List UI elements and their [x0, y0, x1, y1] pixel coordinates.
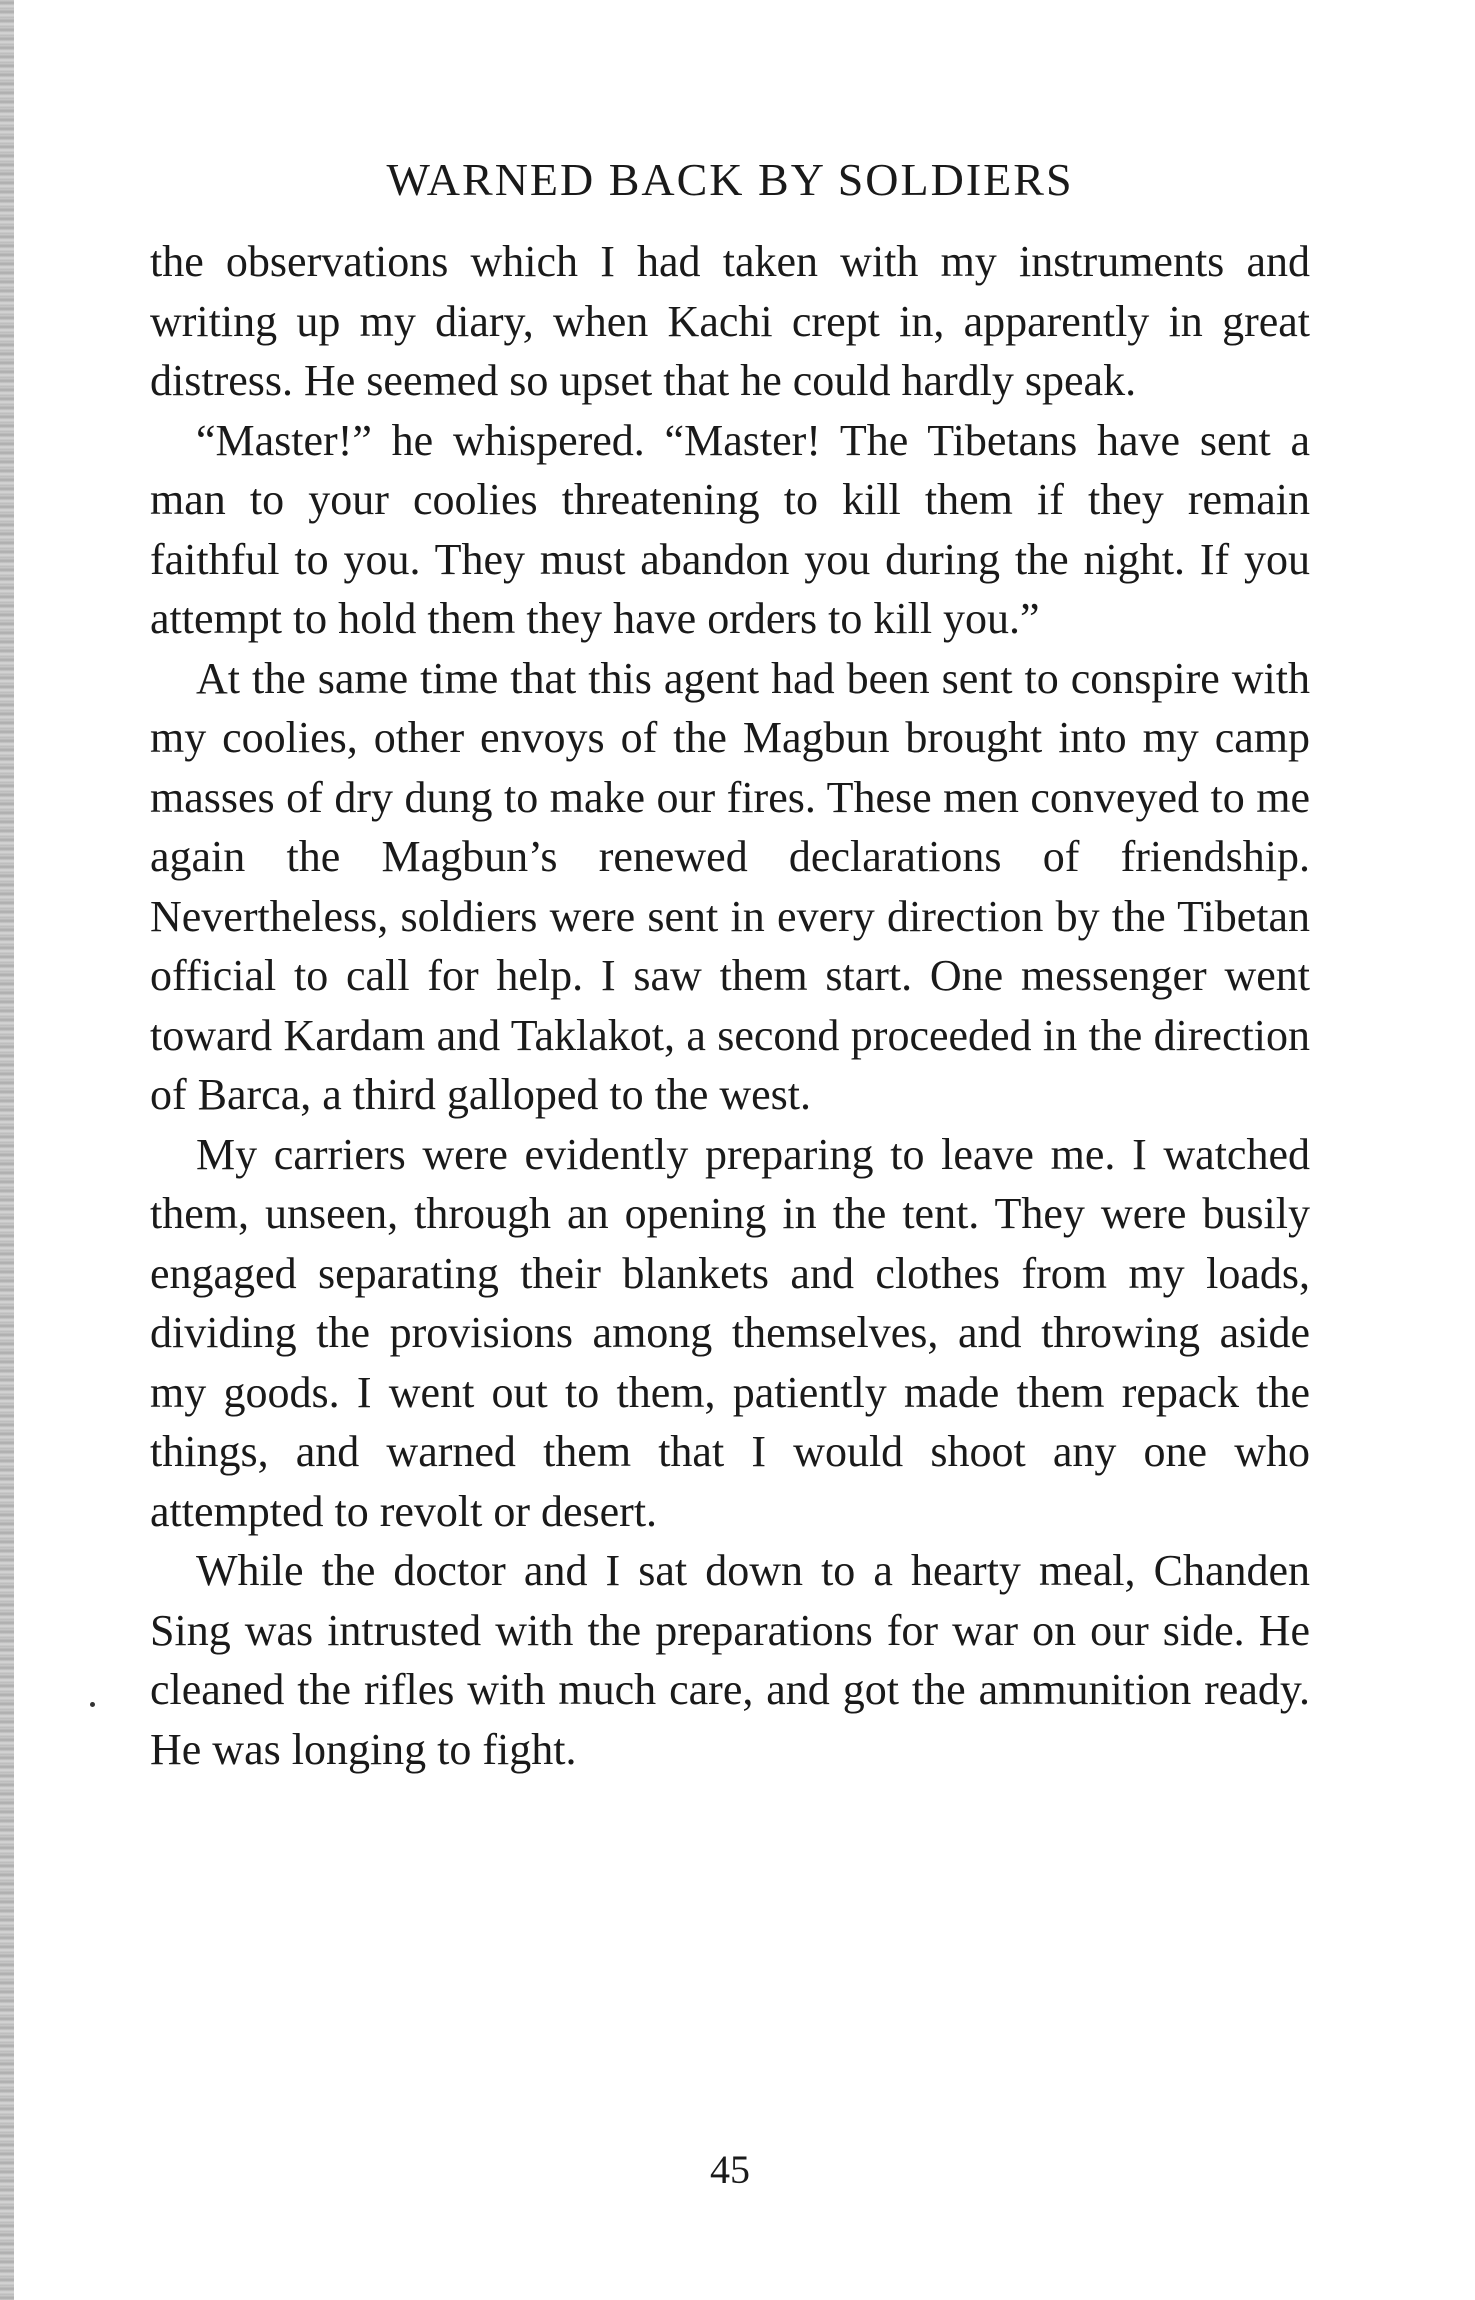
paragraph-2: “Master!” he whispered. “Master! The Tibetans have sent a man to your coolies threatening to kill them if they remain faithful to you. They must abandon you during the night. If you attempt to hold them they have orders to kill you.” [150, 415, 1310, 643]
paragraph-3: At the same time that this agent had been sent to conspire with my coolies, other envoys of the Magbun brought into my camp masses of dry dung to make our fires. These men conveyed to me again the Magbun’s renewed declarations of friendship. Nevertheless, soldiers were sent in every direction by the Tibetan official to call for help. I saw them start. One messenger went toward Kardam and Taklakot, a second proceeded in the direction of Barca, a third galloped to the west. [150, 653, 1310, 1119]
paragraph-5: While the doctor and I sat down to a hearty meal, Chanden Sing was intrusted with the preparations for war on our side. He cleaned the rifles with much care, and got the ammunition ready. He was longing to fight. [150, 1546, 1310, 1774]
text-body [150, 232, 1310, 1779]
page-number: 45 [710, 2147, 750, 2192]
page-binding-edge [0, 0, 14, 2300]
book-page [150, 150, 1310, 2192]
running-head: WARNED BACK BY SOLDIERS [386, 154, 1074, 205]
paragraph-4: My carriers were evidently preparing to leave me. I watched them, unseen, through an opening in the tent. They were busily engaged separating their blankets and clothes from my loads, dividing the provisions among themselves, and throwing aside my goods. I went out to them, patiently made them repack the things, and warned them that I would shoot any one who attempted to revolt or desert. [150, 1129, 1310, 1536]
paragraph-1: the observations which I had taken with my instruments and writing up my diary, when Kachi crept in, apparently in great distress. He seemed so upset that he could hardly speak. [150, 237, 1310, 405]
ink-speck [90, 1702, 95, 1707]
